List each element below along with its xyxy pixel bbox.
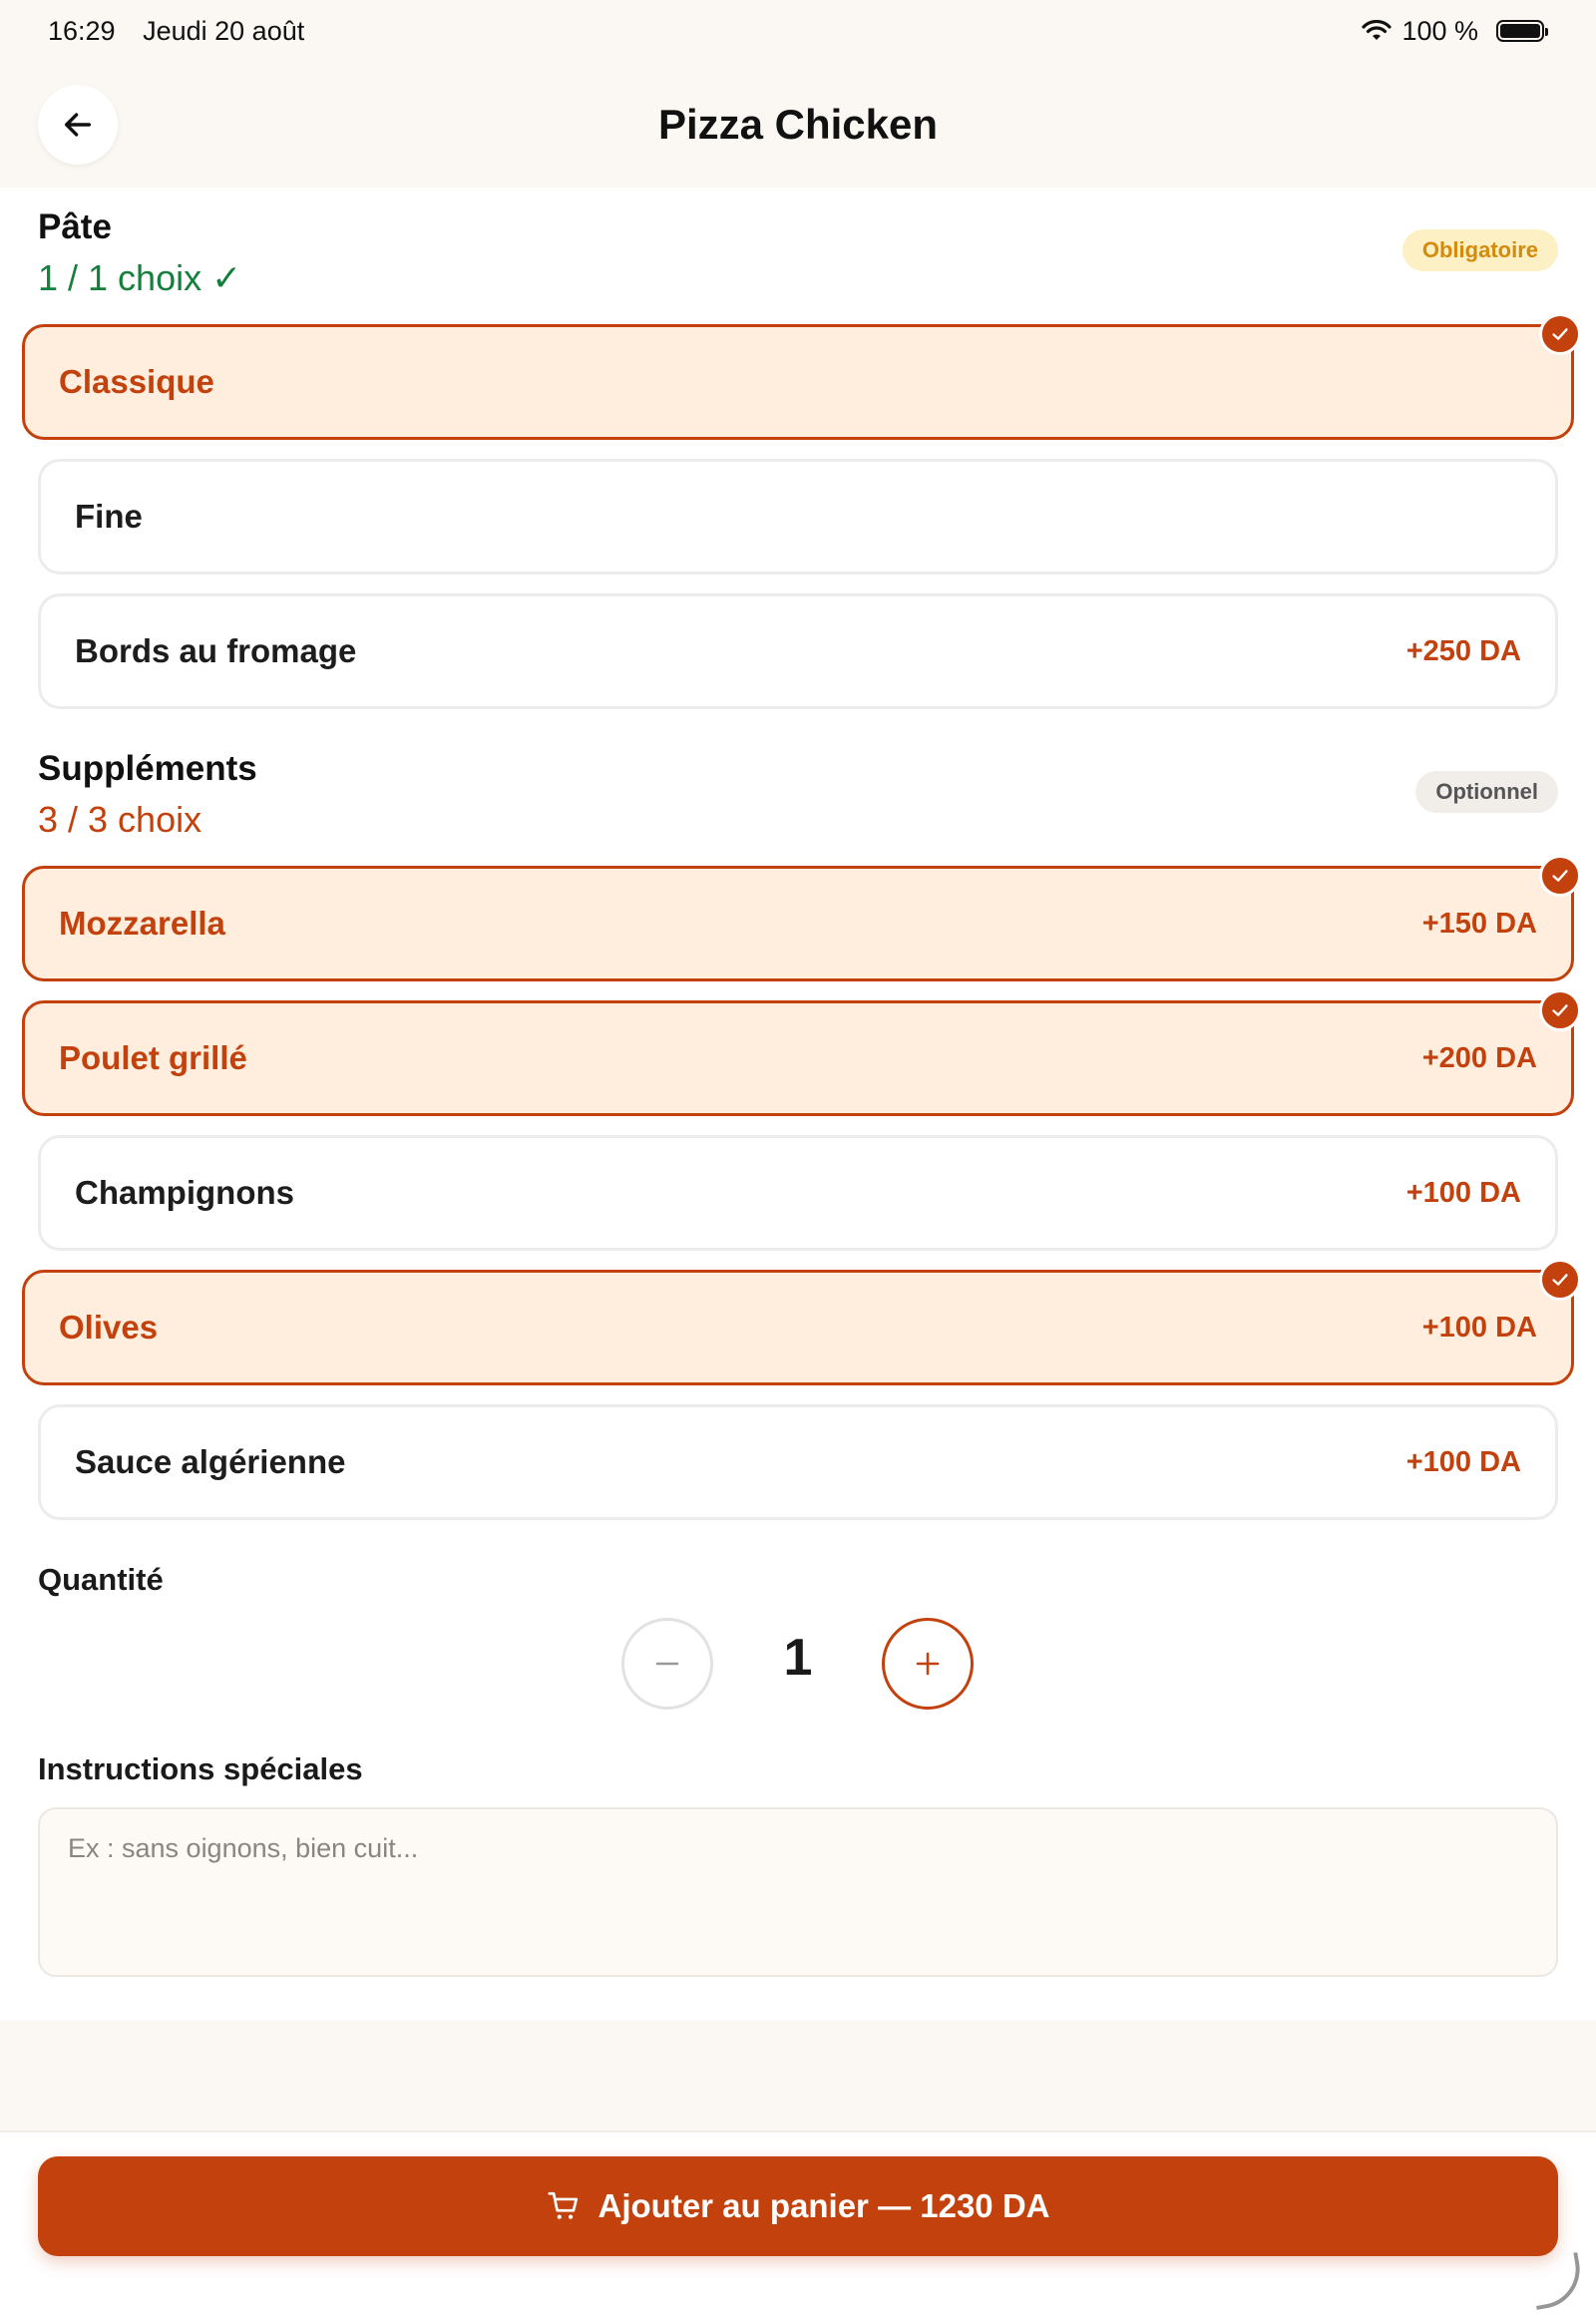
arrow-left-icon [61, 108, 95, 142]
quantity-label: Quantité [38, 1562, 164, 1597]
decrease-quantity-button[interactable] [621, 1618, 713, 1710]
option-label: Champignons [75, 1174, 294, 1211]
option-label: Classique [59, 363, 214, 400]
cart-icon [547, 2189, 581, 2223]
section-header-supplements [38, 749, 1558, 841]
status-bar [0, 0, 1596, 62]
option-bords-au-fromage[interactable] [38, 593, 1558, 709]
status-right [1362, 16, 1544, 47]
header [0, 62, 1596, 188]
option-price: +200 DA [1421, 1041, 1537, 1074]
option-fine[interactable] [38, 459, 1558, 575]
add-to-cart-label: Ajouter au panier — 1230 DA [598, 2187, 1050, 2224]
status-date: Jeudi 20 août [143, 15, 305, 46]
checkmark-icon [1539, 989, 1581, 1031]
increase-quantity-button[interactable] [882, 1618, 974, 1710]
checkmark-icon [1539, 1259, 1581, 1301]
option-price: +100 DA [1421, 1311, 1537, 1344]
option-sauce-algerienne[interactable] [38, 1404, 1558, 1520]
instructions-label: Instructions spéciales [38, 1751, 363, 1786]
quantity-stepper [0, 1618, 1596, 1710]
option-label: Olives [59, 1309, 159, 1346]
battery-percent: 100 % [1401, 15, 1478, 46]
bottom-bar [0, 2130, 1596, 2316]
option-label: Poulet grillé [59, 1039, 247, 1076]
option-mozzarella[interactable] [22, 866, 1574, 981]
plus-icon [913, 1649, 943, 1679]
option-label: Sauce algérienne [75, 1443, 346, 1480]
option-price: +100 DA [1405, 1176, 1521, 1209]
battery-icon [1496, 20, 1544, 42]
page-title: Pizza Chicken [657, 101, 939, 148]
option-classique[interactable] [22, 324, 1574, 440]
status-left [48, 16, 324, 47]
checkmark-icon [1539, 313, 1581, 355]
option-label: Mozzarella [59, 905, 225, 942]
option-price: +150 DA [1421, 907, 1537, 940]
options-panel [0, 188, 1596, 2021]
section-choice-count: 1 / 1 choix ✓ [38, 257, 242, 298]
section-title: Suppléments [38, 749, 257, 788]
status-time: 16:29 [48, 15, 116, 46]
wifi-icon [1362, 19, 1392, 43]
instructions-field[interactable] [38, 1807, 1558, 1977]
resize-corner-indicator [1528, 2252, 1586, 2310]
optional-badge: Optionnel [1415, 771, 1558, 813]
add-to-cart-button[interactable] [38, 2156, 1558, 2256]
back-button[interactable] [38, 85, 118, 165]
option-label: Bords au fromage [75, 632, 357, 669]
option-price: +250 DA [1405, 634, 1521, 667]
option-olives[interactable] [22, 1270, 1574, 1385]
section-header-pate [38, 207, 1558, 299]
section-title: Pâte [38, 207, 112, 246]
option-champignons[interactable] [38, 1135, 1558, 1251]
required-badge: Obligatoire [1402, 229, 1558, 271]
option-price: +100 DA [1405, 1445, 1521, 1478]
option-poulet-grille[interactable] [22, 1000, 1574, 1116]
option-label: Fine [75, 498, 143, 535]
checkmark-icon [1539, 855, 1581, 897]
minus-icon [652, 1649, 682, 1679]
section-choice-count: 3 / 3 choix [38, 799, 202, 840]
quantity-value: 1 [783, 1629, 813, 1687]
